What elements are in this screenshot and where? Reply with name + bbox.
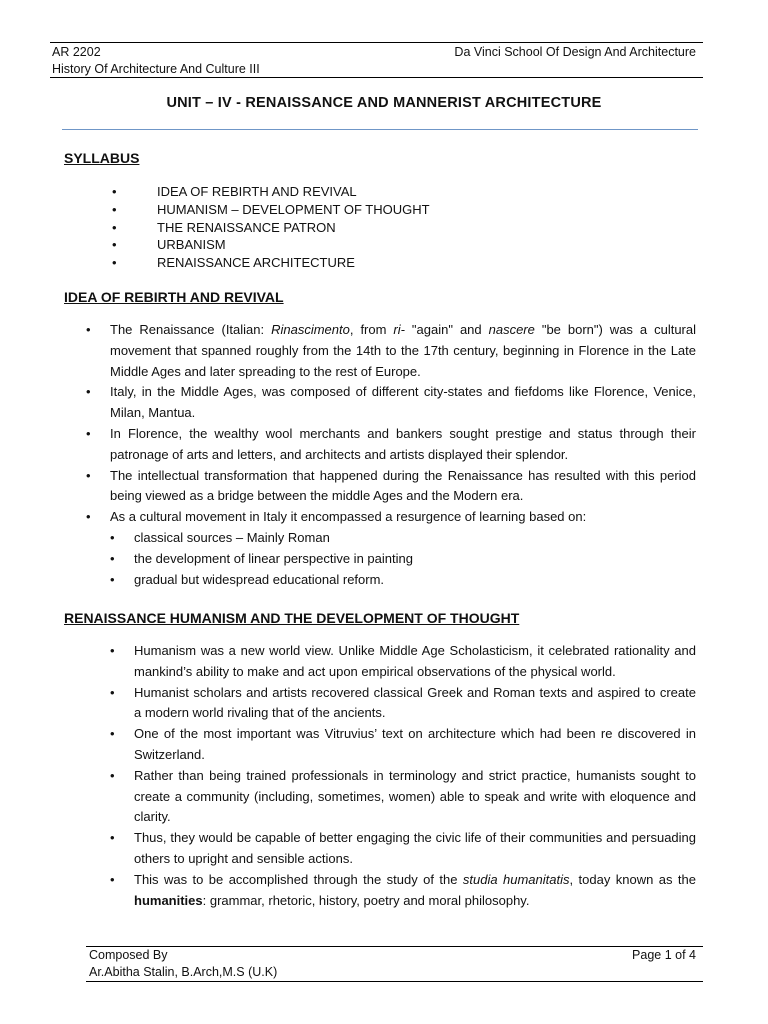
sub-list-item: • the development of linear perspective in painting <box>110 549 696 570</box>
bullet-icon: • <box>112 255 117 271</box>
list-item: • Rather than being trained professionals in terminology and strict practice, humanists sought to create a community (including, sometimes, women) able to speak and write with eloquence and clarity. <box>110 767 696 825</box>
footer-left <box>89 947 277 981</box>
school-name: Da Vinci School Of Design And Architecture <box>454 45 696 59</box>
list-item: • THE RENAISSANCE PATRON <box>112 219 336 235</box>
list-item: • IDEA OF REBIRTH AND REVIVAL <box>112 184 357 199</box>
title-rule <box>62 129 698 130</box>
bullet-icon: • <box>86 509 91 525</box>
list-item: • RENAISSANCE ARCHITECTURE <box>112 255 355 271</box>
list-item: • The Renaissance (Italian: Rinascimento, from ri- "again" and nascere "be born") was a cultural movement that spanned roughly from the 14th to the 17th century, beginning in Florence in the Late Middle Ages and later spreading to the rest of Europe. <box>86 322 696 379</box>
course-name: History Of Architecture And Culture III <box>52 62 260 76</box>
page-number: Page 1 of 4 <box>632 948 696 962</box>
syllabus-list <box>112 183 430 272</box>
bullet-icon: • <box>112 184 117 199</box>
list-item: • One of the most important was Vitruvius’ text on architecture which had been re discovered in Switzerland. <box>110 726 696 762</box>
humanism-heading: RENAISSANCE HUMANISM AND THE DEVELOPMENT OF THOUGHT <box>64 610 520 626</box>
bullet-icon: • <box>110 643 115 658</box>
bullet-icon: • <box>110 767 115 783</box>
sub-list <box>110 528 696 590</box>
bullet-icon: • <box>110 550 115 566</box>
composed-label: Composed By <box>89 948 168 962</box>
bullet-icon: • <box>110 571 115 587</box>
bullet-icon: • <box>86 322 91 337</box>
rebirth-list <box>86 320 696 590</box>
humanism-list <box>110 641 696 911</box>
list-item: • Humanist scholars and artists recovered classical Greek and Roman texts and aspired to create a modern world rivaling that of the ancients. <box>110 684 696 721</box>
bullet-icon: • <box>86 425 91 441</box>
list-item: • Humanism was a new world view. Unlike Middle Age Scholasticism, it celebrated rationality and mankind’s ability to make and act upon empirical observations of the physical world. <box>110 643 696 679</box>
bullet-icon: • <box>112 237 117 253</box>
author-name: Ar.Abitha Stalin, B.Arch,M.S (U.K) <box>89 965 278 979</box>
list-item: • This was to be accomplished through the study of the studia humanitatis, today known as the humanities: grammar, rhetoric, history, poetry and moral philosophy. <box>110 871 697 908</box>
bullet-icon: • <box>112 201 117 217</box>
list-item: • Italy, in the Middle Ages, was composed of different city-states and fiefdoms like Florence, Venice, Milan, Mantua. <box>86 384 696 421</box>
list-item: • The intellectual transformation that happened during the Renaissance has resulted with this period being viewed as a bridge between the middle Ages and the Modern era. <box>86 467 696 504</box>
bullet-icon: • <box>86 384 91 400</box>
list-item: • As a cultural movement in Italy it encompassed a resurgence of learning based on: • classical sources – Mainly Roman • the development of linear perspective in painting • gradual but widespread educational reform. <box>86 507 696 590</box>
footer-rule-bottom <box>86 981 703 982</box>
bullet-icon: • <box>110 830 115 846</box>
bullet-icon: • <box>110 529 115 545</box>
bullet-icon: • <box>110 684 115 700</box>
sub-list-item: • gradual but widespread educational reform. <box>110 570 696 591</box>
list-item: • HUMANISM – DEVELOPMENT OF THOUGHT <box>112 201 430 217</box>
bullet-icon: • <box>86 467 91 483</box>
header-rule-top <box>50 42 703 43</box>
list-item: • Thus, they would be capable of better engaging the civic life of their communities and persuading others to upright and sensible actions. <box>110 830 696 866</box>
bullet-icon: • <box>112 219 117 235</box>
list-item: • URBANISM <box>112 237 226 253</box>
bullet-icon: • <box>110 871 115 887</box>
page-title: UNIT – IV - RENAISSANCE AND MANNERIST ARCHITECTURE <box>166 95 602 111</box>
course-code: AR 2202 <box>52 45 101 59</box>
syllabus-heading: SYLLABUS <box>64 150 140 166</box>
bullet-icon: • <box>110 726 115 742</box>
header-rule-bottom <box>50 77 703 78</box>
sub-list-item: • classical sources – Mainly Roman <box>110 528 696 549</box>
header-left <box>52 44 260 78</box>
list-item: • In Florence, the wealthy wool merchants and bankers sought prestige and status through their patronage of arts and letters, and architects and artists displayed their splendor. <box>86 425 696 462</box>
rebirth-heading: IDEA OF REBIRTH AND REVIVAL <box>64 289 284 305</box>
